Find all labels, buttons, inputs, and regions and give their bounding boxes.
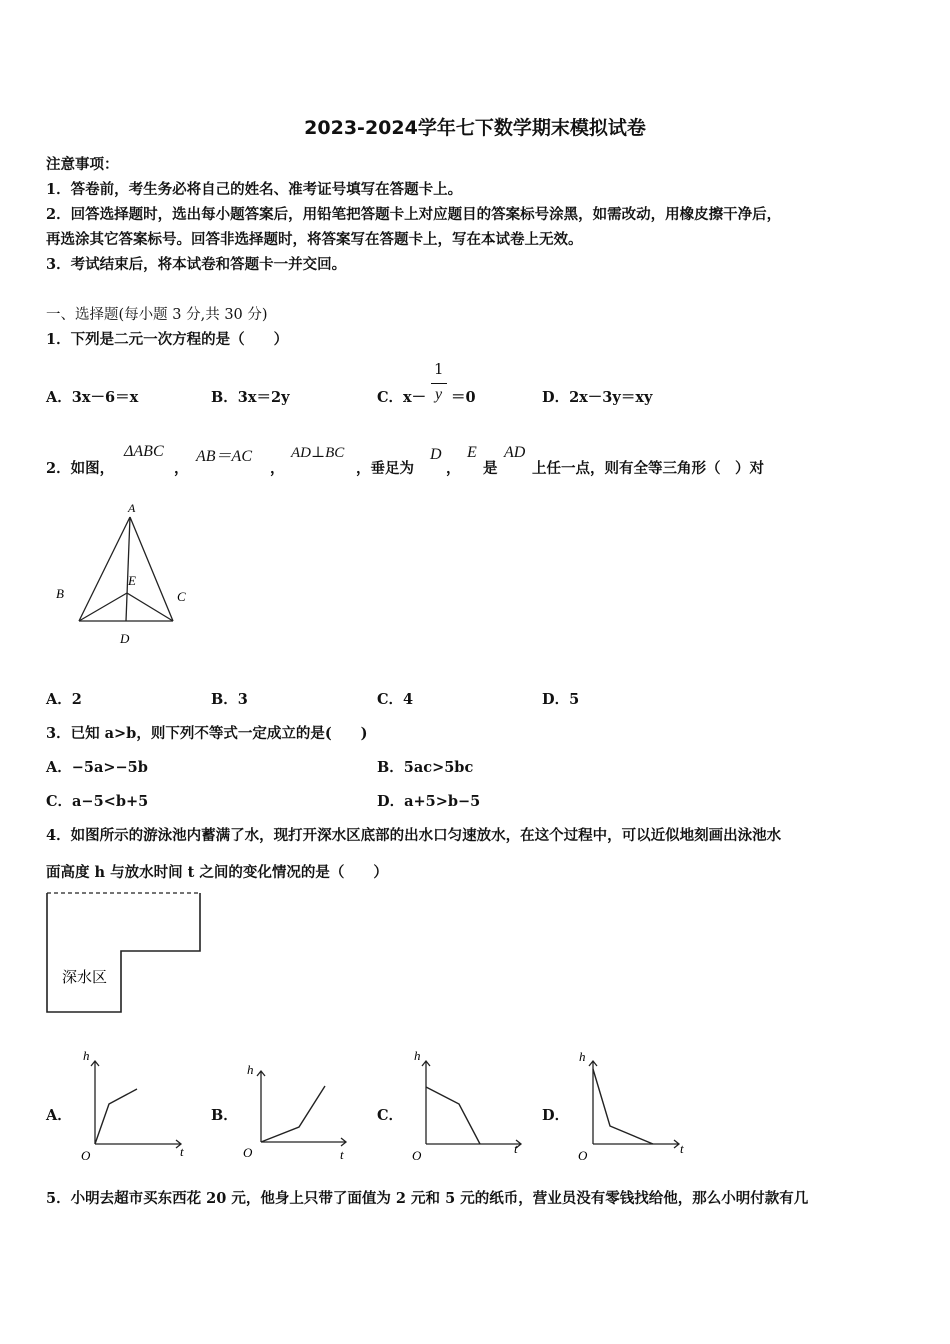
- q3-option-c: C．a−5<b+5: [46, 793, 149, 810]
- q4-graph-a-line: [95, 1089, 137, 1144]
- q2-math-e: E: [467, 444, 477, 461]
- q1-option-c-prefix: C．x－: [377, 389, 427, 406]
- q2-label-a: A: [128, 501, 136, 515]
- q4-stem-line-1: 4．如图所示的游泳池内蓄满了水，现打开深水区底部的出水口匀速放水，在这个过程中，可以近似地刻画出泳池水: [46, 827, 782, 844]
- q2-option-b: B．3: [211, 691, 248, 708]
- q4-graph-b-origin: O: [243, 1145, 253, 1160]
- q3-option-b: B．5ac>5bc: [377, 759, 474, 776]
- q2-comma-3: ，: [446, 460, 461, 477]
- q2-side-ac: [130, 517, 173, 621]
- q4-graph-b-line: [261, 1086, 325, 1142]
- q1-option-c-suffix: ＝0: [451, 389, 476, 406]
- q4-graph-b-axis-t: t: [340, 1147, 344, 1162]
- notice-item-3: 3．考试结束后，将本试卷和答题卡一并交回。: [46, 256, 347, 273]
- q2-prefix: 2．如图，: [46, 460, 115, 477]
- q2-label-e: E: [128, 573, 136, 588]
- q2-comma-1: ，: [174, 460, 189, 477]
- q2-math-ab-ac: AB＝AC: [196, 448, 252, 465]
- q4-graph-d-axis-h: h: [579, 1049, 586, 1064]
- q2-math-ad: AD: [504, 444, 526, 461]
- q4-graph-a: [78, 1047, 193, 1167]
- q1-fraction-numerator: 1: [434, 360, 444, 378]
- q4-option-b: B．: [211, 1107, 238, 1124]
- q4-graph-d-axis-t: t: [680, 1141, 684, 1156]
- page-title: 2023-2024学年七下数学期末模拟试卷: [304, 117, 646, 139]
- q4-graph-a-origin: O: [81, 1148, 91, 1163]
- q2-label-c: C: [177, 589, 186, 604]
- q2-option-c: C．4: [377, 691, 414, 708]
- q2-altitude-ad: [126, 517, 130, 621]
- q4-graph-b: [243, 1052, 358, 1172]
- q2-segment-ce: [127, 593, 173, 621]
- q4-graph-b-axis-h: h: [247, 1062, 254, 1077]
- pool-deep-area-label: 深水区: [62, 968, 108, 986]
- pool-outline: [47, 893, 200, 1012]
- q4-graph-a-axis-h: h: [83, 1048, 90, 1063]
- notice-heading: 注意事项：: [46, 156, 119, 173]
- notice-item-1: 1．答卷前，考生务必将自己的姓名、准考证号填写在答题卡上。: [46, 181, 463, 198]
- q4-graph-d: [573, 1047, 688, 1167]
- q4-stem-line-2: 面高度 h 与放水时间 t 之间的变化情况的是（ ）: [46, 864, 388, 881]
- notice-item-2: 2．回答选择题时，选出每小题答案后，用铅笔把答题卡上对应题目的答案标号涂黑，如需改动，用橡皮擦干净后，: [46, 206, 782, 223]
- q4-option-c: C．: [377, 1107, 404, 1124]
- q2-math-d: D: [430, 446, 442, 463]
- q3-stem: 3．已知 a>b，则下列不等式一定成立的是( ): [46, 725, 368, 742]
- q2-label-b: B: [56, 586, 64, 601]
- q2-text-foot: ，垂足为: [356, 460, 414, 477]
- q4-graph-c-axis-t: t: [514, 1141, 518, 1156]
- q5-stem-line-1: 5．小明去超市买东西花 20 元，他身上只带了面值为 2 元和 5 元的纸币，营业员没有零钱找给他，那么小明付款有几: [46, 1190, 809, 1207]
- q4-graph-c-origin: O: [412, 1148, 422, 1163]
- q1-option-b: B．3x＝2y: [211, 389, 290, 406]
- q2-text-rest: 上任一点，则有全等三角形（ ）对: [532, 460, 764, 477]
- q1-stem: 1．下列是二元一次方程的是（ ）: [46, 331, 289, 348]
- section-heading: 一、选择题(每小题 3 分,共 30 分): [46, 307, 268, 323]
- q4-option-d: D．: [542, 1107, 570, 1124]
- q2-option-d: D．5: [542, 691, 580, 708]
- q4-pool-figure: [40, 885, 215, 1020]
- q2-math-ad-perp-bc: AD⊥BC: [291, 445, 345, 461]
- q2-triangle-figure: [46, 495, 206, 650]
- q4-option-a: A．: [46, 1107, 72, 1124]
- q4-graph-c-line: [426, 1087, 480, 1144]
- notice-item-2-cont: 再选涂其它答案标号。回答非选择题时，将答案写在答题卡上，写在本试卷上无效。: [46, 231, 583, 248]
- q1-option-a: A．3x－6＝x: [46, 389, 139, 406]
- q3-option-d: D．a+5>b−5: [377, 793, 481, 810]
- q4-graph-c-axis-h: h: [414, 1048, 421, 1063]
- q1-option-d: D．2x－3y＝xy: [542, 389, 653, 406]
- q2-text-is: 是: [483, 460, 498, 477]
- q4-graph-c: [408, 1047, 523, 1167]
- q4-graph-a-axis-t: t: [180, 1144, 184, 1159]
- q1-fraction-bar: [431, 383, 447, 384]
- q4-graph-d-origin: O: [578, 1148, 588, 1163]
- q4-graph-d-line: [593, 1069, 653, 1144]
- q2-comma-2: ，: [270, 460, 285, 477]
- q2-label-d: D: [120, 631, 130, 646]
- q2-math-triangle: ΔABC: [124, 443, 164, 460]
- q2-option-a: A．2: [46, 691, 82, 708]
- q1-fraction-denominator: y: [435, 386, 443, 403]
- q3-option-a: A．−5a>−5b: [46, 759, 148, 776]
